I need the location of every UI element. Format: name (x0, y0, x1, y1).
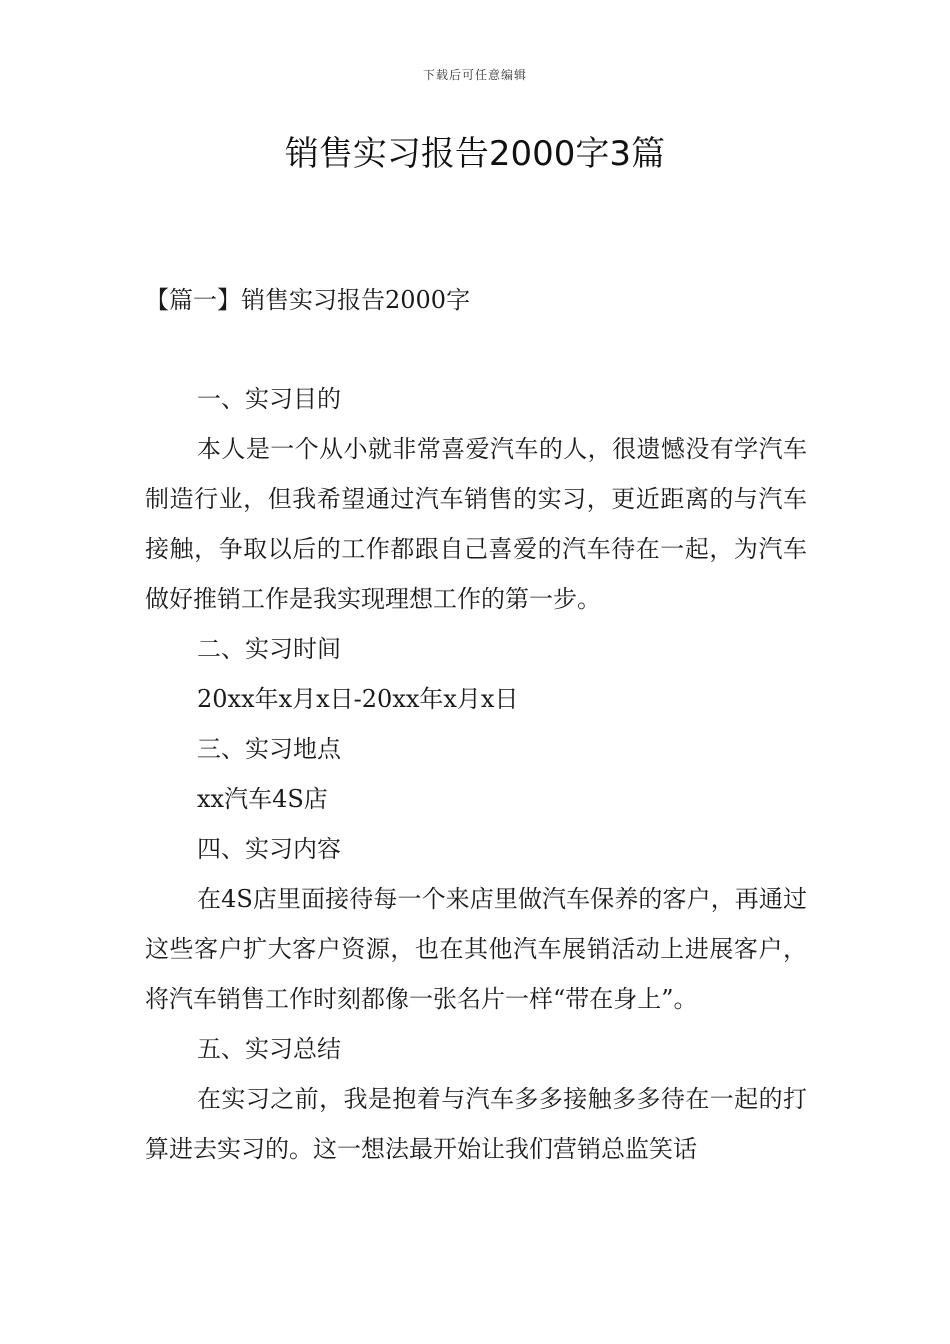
heading-purpose: 一、实习目的 (197, 385, 341, 413)
heading-summary: 五、实习总结 (197, 1035, 341, 1063)
paragraph-content: 在4S店里面接待每一个来店里做汽车保养的客户，再通过这些客户扩大客户资源，也在其他汽车展销活动上进展客户，将汽车销售工作时刻都像一张名片一样“带在身上”。 (145, 885, 807, 1013)
paragraph-location: xx汽车4S店 (197, 785, 328, 813)
header-note: 下载后可任意编辑 (422, 68, 527, 82)
paragraph-time: 20xx年x月x日-20xx年x月x日 (197, 685, 519, 713)
heading-location: 三、实习地点 (197, 735, 341, 763)
document-body (145, 374, 807, 1174)
heading-content: 四、实习内容 (197, 835, 341, 863)
paragraph-purpose: 本人是一个从小就非常喜爱汽车的人，很遗憾没有学汽车制造行业，但我希望通过汽车销售的实习，更近距离的与汽车接触，争取以后的工作都跟自己喜爱的汽车待在一起，为汽车做好推销工作是我实现理想工作的第一步。 (145, 435, 807, 613)
heading-time: 二、实习时间 (197, 635, 341, 663)
document-title: 销售实习报告2000字3篇 (284, 134, 666, 174)
paragraph-summary: 在实习之前，我是抱着与汽车多多接触多多待在一起的打算进去实习的。这一想法最开始让我们营销总监笑话 (145, 1085, 807, 1163)
section-title: 【篇一】销售实习报告2000字 (145, 286, 471, 314)
